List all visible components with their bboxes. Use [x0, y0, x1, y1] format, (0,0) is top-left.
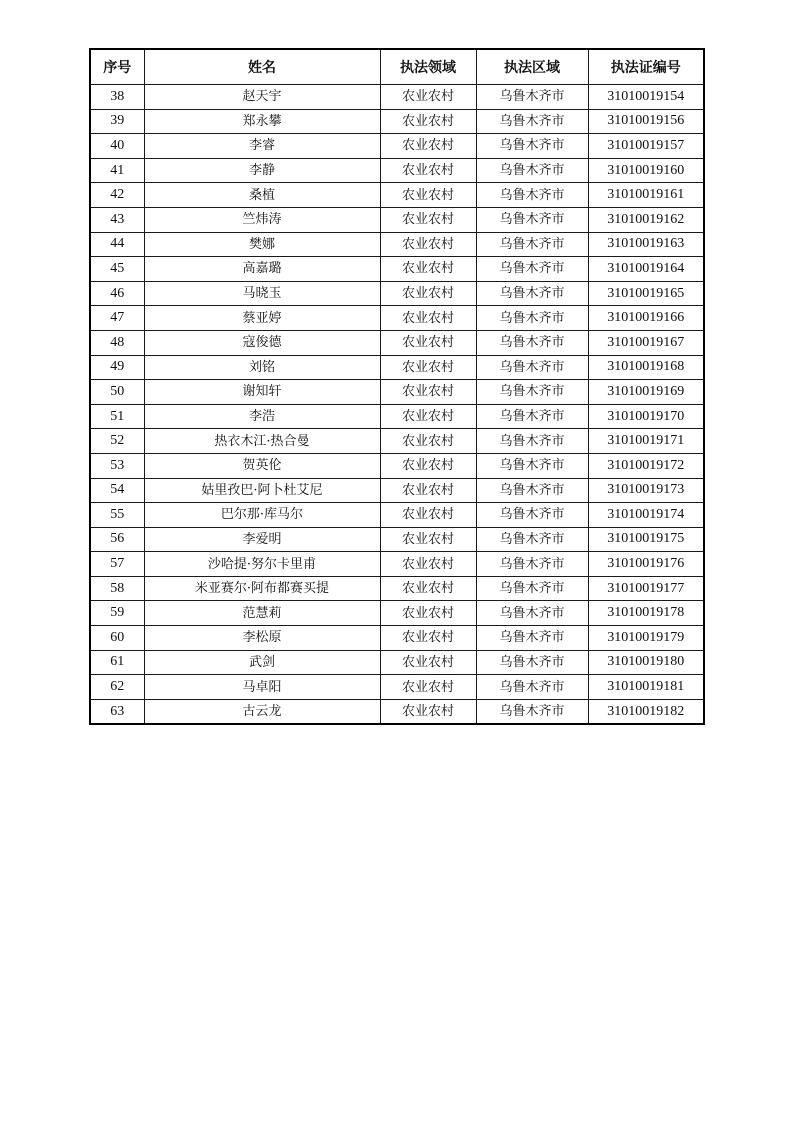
cell-field: 农业农村: [380, 675, 476, 700]
table-row: [90, 552, 704, 577]
cell-seq: 56: [90, 527, 144, 552]
cell-field: 农业农村: [380, 478, 476, 503]
cell-seq: 52: [90, 429, 144, 454]
cell-name: 竺炜涛: [144, 207, 380, 232]
cell-seq: 46: [90, 281, 144, 306]
cell-cert: 31010019170: [588, 404, 704, 429]
cell-name: 姑里孜巴·阿卜杜艾尼: [144, 478, 380, 503]
cell-region: 乌鲁木齐市: [476, 306, 588, 331]
cell-cert: 31010019171: [588, 429, 704, 454]
cell-region: 乌鲁木齐市: [476, 183, 588, 208]
table-row: [90, 257, 704, 282]
cell-region: 乌鲁木齐市: [476, 675, 588, 700]
cell-name: 李睿: [144, 134, 380, 159]
cell-field: 农业农村: [380, 650, 476, 675]
cell-name: 武剑: [144, 650, 380, 675]
cell-region: 乌鲁木齐市: [476, 207, 588, 232]
cell-cert: 31010019165: [588, 281, 704, 306]
table-row: [90, 232, 704, 257]
cell-cert: 31010019175: [588, 527, 704, 552]
cell-cert: 31010019174: [588, 503, 704, 528]
cell-field: 农业农村: [380, 404, 476, 429]
table-row: [90, 699, 704, 724]
cell-field: 农业农村: [380, 552, 476, 577]
cell-cert: 31010019181: [588, 675, 704, 700]
cell-field: 农业农村: [380, 527, 476, 552]
cell-seq: 59: [90, 601, 144, 626]
cell-region: 乌鲁木齐市: [476, 158, 588, 183]
cell-region: 乌鲁木齐市: [476, 257, 588, 282]
cell-cert: 31010019172: [588, 453, 704, 478]
cell-region: 乌鲁木齐市: [476, 85, 588, 110]
table-row: [90, 675, 704, 700]
enforcement-roster-table: [89, 48, 705, 725]
table-row: [90, 429, 704, 454]
cell-field: 农业农村: [380, 85, 476, 110]
header-name: 姓名: [144, 49, 380, 85]
cell-cert: 31010019164: [588, 257, 704, 282]
cell-field: 农业农村: [380, 257, 476, 282]
table-row: [90, 404, 704, 429]
cell-name: 郑永攀: [144, 109, 380, 134]
table-row: [90, 453, 704, 478]
cell-field: 农业农村: [380, 281, 476, 306]
cell-seq: 63: [90, 699, 144, 724]
cell-name: 李松原: [144, 626, 380, 651]
cell-field: 农业农村: [380, 576, 476, 601]
cell-cert: 31010019173: [588, 478, 704, 503]
cell-seq: 40: [90, 134, 144, 159]
cell-name: 热衣木江·热合曼: [144, 429, 380, 454]
cell-name: 赵天宇: [144, 85, 380, 110]
cell-region: 乌鲁木齐市: [476, 650, 588, 675]
table-row: [90, 207, 704, 232]
cell-seq: 39: [90, 109, 144, 134]
table-row: [90, 576, 704, 601]
cell-field: 农业农村: [380, 183, 476, 208]
table-row: [90, 478, 704, 503]
cell-field: 农业农村: [380, 158, 476, 183]
cell-name: 马卓阳: [144, 675, 380, 700]
table-row: [90, 503, 704, 528]
cell-seq: 57: [90, 552, 144, 577]
cell-cert: 31010019163: [588, 232, 704, 257]
cell-field: 农业农村: [380, 453, 476, 478]
cell-name: 桑植: [144, 183, 380, 208]
table-row: [90, 158, 704, 183]
cell-seq: 43: [90, 207, 144, 232]
cell-cert: 31010019167: [588, 330, 704, 355]
table-body: [90, 85, 704, 725]
cell-region: 乌鲁木齐市: [476, 576, 588, 601]
cell-cert: 31010019182: [588, 699, 704, 724]
cell-region: 乌鲁木齐市: [476, 601, 588, 626]
cell-region: 乌鲁木齐市: [476, 134, 588, 159]
cell-seq: 60: [90, 626, 144, 651]
cell-region: 乌鲁木齐市: [476, 503, 588, 528]
cell-cert: 31010019180: [588, 650, 704, 675]
table-row: [90, 527, 704, 552]
cell-seq: 55: [90, 503, 144, 528]
cell-name: 谢知轩: [144, 380, 380, 405]
cell-cert: 31010019176: [588, 552, 704, 577]
cell-cert: 31010019154: [588, 85, 704, 110]
header-region: 执法区域: [476, 49, 588, 85]
cell-seq: 42: [90, 183, 144, 208]
cell-seq: 45: [90, 257, 144, 282]
cell-cert: 31010019162: [588, 207, 704, 232]
cell-seq: 53: [90, 453, 144, 478]
cell-region: 乌鲁木齐市: [476, 109, 588, 134]
table-row: [90, 134, 704, 159]
cell-field: 农业农村: [380, 207, 476, 232]
cell-field: 农业农村: [380, 134, 476, 159]
cell-field: 农业农村: [380, 109, 476, 134]
cell-name: 高嘉璐: [144, 257, 380, 282]
cell-cert: 31010019161: [588, 183, 704, 208]
cell-region: 乌鲁木齐市: [476, 404, 588, 429]
cell-field: 农业农村: [380, 380, 476, 405]
table-row: [90, 380, 704, 405]
cell-region: 乌鲁木齐市: [476, 552, 588, 577]
table-row: [90, 355, 704, 380]
cell-name: 巴尔那·库马尔: [144, 503, 380, 528]
cell-name: 沙哈提·努尔卡里甫: [144, 552, 380, 577]
cell-name: 米亚赛尔·阿布都赛买提: [144, 576, 380, 601]
cell-seq: 61: [90, 650, 144, 675]
cell-seq: 58: [90, 576, 144, 601]
cell-name: 李静: [144, 158, 380, 183]
cell-name: 范慧莉: [144, 601, 380, 626]
cell-region: 乌鲁木齐市: [476, 232, 588, 257]
cell-name: 李浩: [144, 404, 380, 429]
cell-region: 乌鲁木齐市: [476, 330, 588, 355]
cell-name: 寇俊德: [144, 330, 380, 355]
table-row: [90, 183, 704, 208]
cell-region: 乌鲁木齐市: [476, 281, 588, 306]
header-cert: 执法证编号: [588, 49, 704, 85]
cell-seq: 54: [90, 478, 144, 503]
cell-name: 蔡亚婷: [144, 306, 380, 331]
cell-name: 刘铭: [144, 355, 380, 380]
cell-region: 乌鲁木齐市: [476, 453, 588, 478]
cell-cert: 31010019177: [588, 576, 704, 601]
cell-field: 农业农村: [380, 355, 476, 380]
cell-name: 马晓玉: [144, 281, 380, 306]
cell-region: 乌鲁木齐市: [476, 478, 588, 503]
header-row: [90, 49, 704, 85]
cell-region: 乌鲁木齐市: [476, 527, 588, 552]
table-row: [90, 281, 704, 306]
cell-field: 农业农村: [380, 429, 476, 454]
cell-region: 乌鲁木齐市: [476, 429, 588, 454]
cell-seq: 62: [90, 675, 144, 700]
cell-field: 农业农村: [380, 699, 476, 724]
header-seq: 序号: [90, 49, 144, 85]
table-row: [90, 626, 704, 651]
cell-cert: 31010019160: [588, 158, 704, 183]
cell-field: 农业农村: [380, 232, 476, 257]
cell-field: 农业农村: [380, 601, 476, 626]
table-row: [90, 601, 704, 626]
cell-seq: 50: [90, 380, 144, 405]
cell-name: 古云龙: [144, 699, 380, 724]
cell-cert: 31010019169: [588, 380, 704, 405]
cell-cert: 31010019179: [588, 626, 704, 651]
cell-seq: 47: [90, 306, 144, 331]
cell-region: 乌鲁木齐市: [476, 380, 588, 405]
table-row: [90, 109, 704, 134]
table-header: [90, 49, 704, 85]
table-row: [90, 650, 704, 675]
cell-region: 乌鲁木齐市: [476, 699, 588, 724]
cell-field: 农业农村: [380, 503, 476, 528]
cell-seq: 51: [90, 404, 144, 429]
cell-cert: 31010019178: [588, 601, 704, 626]
cell-field: 农业农村: [380, 306, 476, 331]
cell-seq: 48: [90, 330, 144, 355]
cell-region: 乌鲁木齐市: [476, 355, 588, 380]
cell-cert: 31010019156: [588, 109, 704, 134]
table-row: [90, 85, 704, 110]
cell-seq: 44: [90, 232, 144, 257]
cell-region: 乌鲁木齐市: [476, 626, 588, 651]
cell-name: 李爱明: [144, 527, 380, 552]
cell-cert: 31010019166: [588, 306, 704, 331]
table-row: [90, 330, 704, 355]
header-field: 执法领域: [380, 49, 476, 85]
cell-field: 农业农村: [380, 626, 476, 651]
cell-field: 农业农村: [380, 330, 476, 355]
cell-name: 贺英伦: [144, 453, 380, 478]
cell-seq: 38: [90, 85, 144, 110]
cell-cert: 31010019168: [588, 355, 704, 380]
cell-name: 樊娜: [144, 232, 380, 257]
table-row: [90, 306, 704, 331]
cell-seq: 41: [90, 158, 144, 183]
cell-seq: 49: [90, 355, 144, 380]
cell-cert: 31010019157: [588, 134, 704, 159]
